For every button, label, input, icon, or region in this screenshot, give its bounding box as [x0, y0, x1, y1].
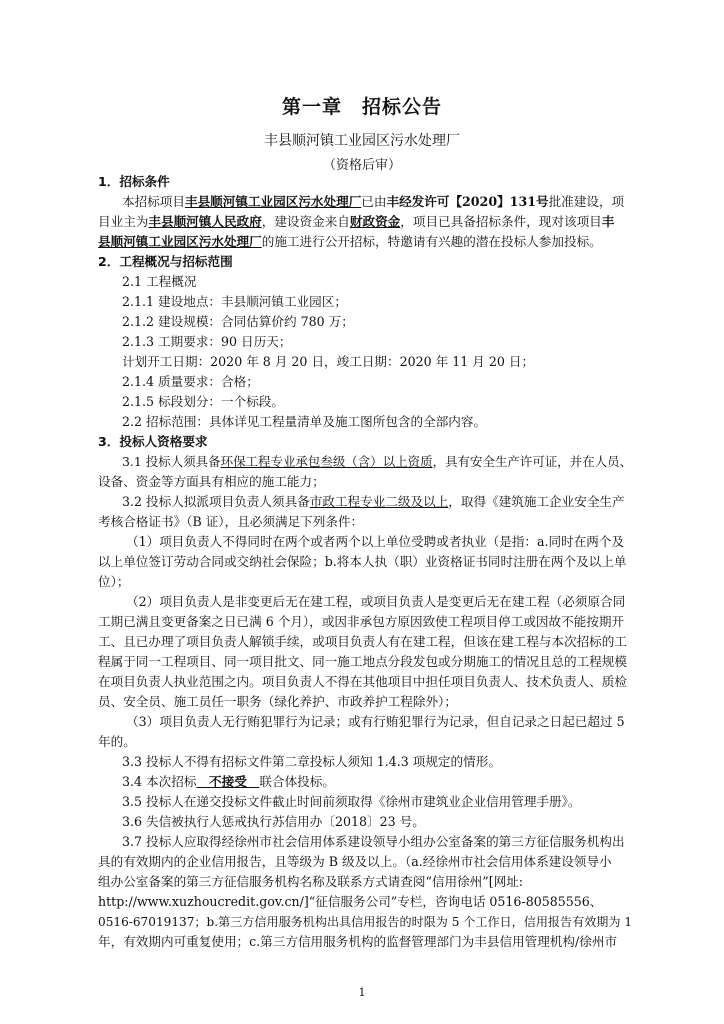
clause-3-7-line-1: 3.7 投标人应取得经徐州市社会信用体系建设领导小组办公室备案的第三方征信服务机构出: [122, 834, 625, 849]
project-name-start: 丰: [601, 214, 615, 229]
chapter-title: 第一章 招标公告: [281, 96, 442, 118]
project-name-subtitle: 丰县顺河镇工业园区污水处理厂: [264, 133, 460, 149]
text: ，项目已具备招标条件，现对该项目: [400, 214, 602, 229]
condition-3-line-2: 年的。: [98, 734, 136, 749]
condition-1-line-3: 位）；: [98, 574, 130, 589]
text: 联合体投标。: [259, 774, 335, 789]
planned-dates: 计划开工日期：2020 年 8 月 20 日，竣工日期：2020 年 11 月 20 日；: [122, 354, 535, 369]
section-division: 2.1.5 标段划分：一个标段。: [122, 394, 284, 409]
page-number: 1: [358, 986, 366, 999]
clause-3-1-line-1: [122, 452, 632, 472]
duration-requirement: 2.1.3 工期要求：90 日历天；: [122, 334, 292, 349]
construction-site: 2.1.1 建设地点：丰县顺河镇工业园区；: [122, 294, 347, 309]
section-1-line-1: [122, 192, 624, 212]
text: 本招标项目: [122, 194, 185, 209]
clause-3-7-line-2: 具的有效期内的企业信用报告，且等级为 B 级及以上。（a.经徐州市社会信用体系建设领导小: [98, 854, 612, 869]
owner-name: 丰县顺河镇人民政府: [148, 214, 262, 229]
clause-3-5: 3.5 投标人在递交投标文件截止时间前须取得《徐州市建筑业企业信用管理手册》。: [122, 794, 581, 809]
clause-3-2-line-1: [122, 492, 625, 512]
section-3-heading: 3．投标人资格要求: [98, 434, 208, 449]
text: ，建设资金来自: [261, 214, 350, 229]
condition-2-line-3: 工、且已办理了项目负责人解锁手续，或项目负责人有在建工程，但该在建工程与本次招标的工: [98, 634, 627, 649]
manager-qualification: 市政工程专业二级及以上: [309, 494, 449, 509]
condition-2-line-5: 在项目负责人执业范围之内。项目负责人不得在其他项目中担任项目负责人、技术负责人、质检: [98, 674, 627, 689]
condition-3-line-1: （3）项目负责人无行贿犯罪行为记录；或有行贿犯罪行为记录，但自记录之日起已超过 5: [126, 714, 625, 729]
qualification-requirement: 环保工程专业承包叁级（含）以上资质: [220, 454, 433, 469]
condition-2-line-6: 员、安全员、施工员任一职务（绿化养护、市政养护工程除外）；: [98, 694, 457, 709]
quality-requirement: 2.1.4 质量要求：合格；: [122, 374, 259, 389]
section-2-heading: 2．工程概况与招标范围: [98, 254, 233, 269]
condition-2-line-2: 工期已满且变更备案之日已满 6 个月），或因非承包方原因致使工程项目停工或因故不能按期开: [98, 614, 625, 629]
text: 3.4 本次招标: [122, 774, 197, 789]
clause-3-6: 3.6 失信被执行人惩戒执行苏信用办〔2018〕23 号。: [122, 814, 425, 829]
project-name-end: 县顺河镇工业园区污水处理厂: [98, 234, 262, 249]
clause-3-3: 3.3 投标人不得有招标文件第二章投标人须知 1.4.3 项规定的情形。: [122, 754, 501, 769]
project-overview: 2.1 工程概况: [122, 274, 197, 289]
clause-3-1-line-2: 设备、资金等方面具有相应的施工能力；: [98, 474, 325, 489]
text: 已由: [361, 194, 387, 209]
clause-3-7-line-5: 0516-67019137；b.第三方信用服务机构出具信用报告的时限为 5 个工作日，信用报告有效期为 1: [98, 915, 633, 929]
joint-venture-status: 不接受: [196, 774, 260, 789]
text: ，具有安全生产许可证，并在人员、: [432, 454, 633, 469]
section-1-heading: 1．招标条件: [98, 174, 170, 189]
text: 目业主为: [98, 214, 149, 229]
condition-2-line-1: （2）项目负责人是非变更后无在建工程，或项目负责人是变更后无在建工程（必须原合同: [126, 594, 626, 609]
section-1-line-2: [98, 212, 614, 232]
clause-3-7-line-6: 年，有效期内可重复使用；c.第三方信用服务机构的监督管理部门为丰县信用管理机构/徐州市: [98, 934, 618, 949]
text: 的施工进行公开招标，特邀请有兴趣的潜在投标人参加投标。: [261, 234, 602, 249]
review-type-subtitle: （资格后审）: [322, 158, 401, 173]
approval-number: 丰经发许可【2020】131号: [386, 194, 549, 209]
project-name-highlight: 丰县顺河镇工业园区污水处理厂: [184, 194, 362, 209]
fund-source: 财政资金: [349, 214, 401, 229]
text: 3.1 投标人须具备: [122, 454, 221, 469]
clause-3-7-line-4: http://www.xuzhoucredit.gov.cn/]“征信服务公司”专栏，咨询电话 0516-80585556、: [98, 894, 603, 909]
condition-2-line-4: 程属于同一工程项目、同一项目批文、同一施工地点分段发包或分期施工的情况且总的工程规模: [98, 654, 627, 669]
text: ，取得《建筑施工企业安全生产: [448, 494, 625, 509]
clause-3-2-line-2: 考核合格证书》（B 证），且必须满足下列条件：: [98, 514, 364, 529]
clause-3-7-line-3: 组办公室备案的第三方征信服务机构名称及联系方式请查阅“信用徐州”[网址:: [98, 874, 524, 889]
section-1-line-3: [98, 232, 602, 252]
condition-1-line-2: 以上单位签订劳动合同或交纳社会保险；b.将本人执（职）业资格证书同时注册在两个及以上单: [98, 554, 627, 569]
construction-scale: 2.1.2 建设规模：合同估算价约 780 万；: [122, 314, 354, 329]
text: 批准建设，项: [548, 194, 625, 209]
clause-3-4: [122, 772, 335, 792]
text: 3.2 投标人拟派项目负责人须具备: [122, 494, 310, 509]
tender-scope: 2.2 招标范围：具体详见工程量清单及施工图所包含的全部内容。: [122, 414, 487, 429]
condition-1-line-1: （1）项目负责人不得同时在两个或者两个以上单位受聘或者执业（是指：a.同时在两个及: [126, 534, 625, 549]
